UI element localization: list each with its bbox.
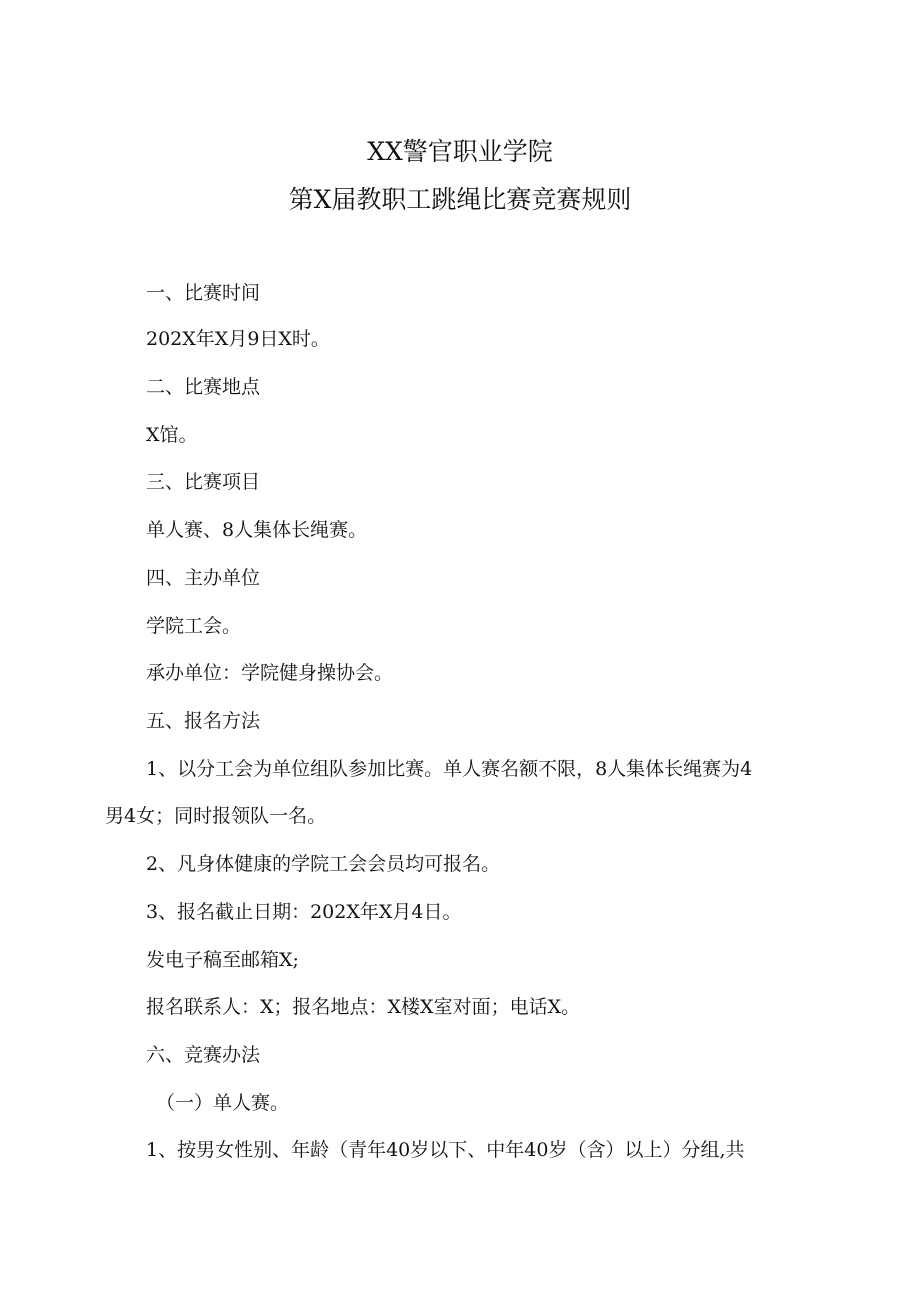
section-heading-host: 四、主办单位 [146, 567, 261, 589]
section-heading-method: 六、竞赛办法 [146, 1044, 261, 1066]
paragraph-registration-3: 3、报名截止日期：202X年X月4日。 [146, 901, 462, 923]
section-heading-venue: 二、比赛地点 [146, 376, 261, 398]
section-heading-registration: 五、报名方法 [146, 710, 261, 732]
paragraph-organizer: 承办单位：学院健身操协会。 [146, 662, 394, 684]
paragraph-host: 学院工会。 [146, 615, 242, 637]
paragraph-single-1: 1、按男女性别、年龄（青年40岁以下、中年40岁（含）以上）分组,共 [146, 1139, 745, 1161]
paragraph-registration-1: 1、以分工会为单位组队参加比赛。单人赛名额不限，8人集体长绳赛为4 [146, 758, 753, 780]
subsection-single: （一）单人赛。 [156, 1092, 290, 1114]
paragraph-time: 202X年X月9日X时。 [146, 328, 330, 350]
paragraph-events: 单人赛、8人集体长绳赛。 [146, 519, 368, 541]
document-title-line1: XX警官职业学院 [367, 137, 553, 166]
section-heading-time: 一、比赛时间 [146, 282, 261, 304]
paragraph-email: 发电子稿至邮箱X; [146, 949, 299, 971]
paragraph-venue: X馆。 [146, 424, 198, 446]
paragraph-contact: 报名联系人：X；报名地点：X楼X室对面；电话X。 [146, 996, 581, 1018]
paragraph-registration-1-cont: 男4女；同时报领队一名。 [105, 805, 327, 827]
paragraph-registration-2: 2、凡身体健康的学院工会会员均可报名。 [146, 853, 501, 875]
section-heading-events: 三、比赛项目 [146, 471, 261, 493]
document-title-line2: 第X届教职工跳绳比赛竞赛规则 [288, 185, 632, 214]
